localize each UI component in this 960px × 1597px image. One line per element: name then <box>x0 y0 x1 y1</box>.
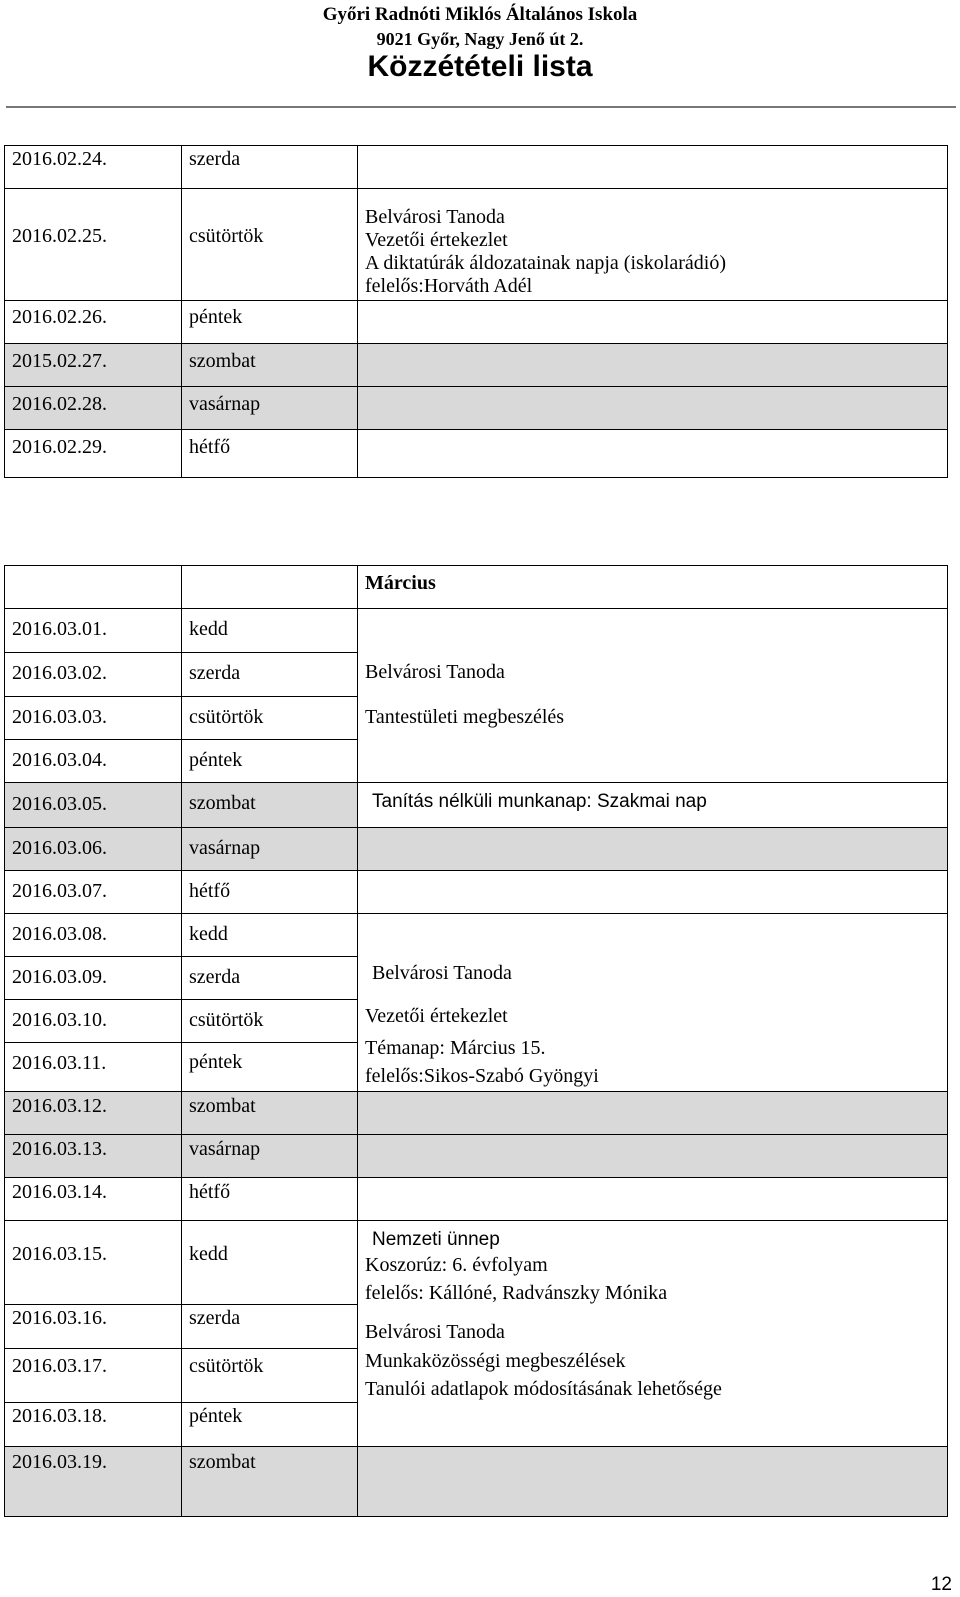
row-date: 2016.03.05. <box>12 793 107 815</box>
event-line: Belvárosi Tanoda <box>365 661 505 683</box>
row-date: 2016.03.07. <box>12 880 107 902</box>
event-line: Tanulói adatlapok módosításának lehetősége <box>365 1378 722 1400</box>
school-address: 9021 Győr, Nagy Jenő út 2. <box>376 29 584 49</box>
row-date: 2016.02.26. <box>12 306 107 328</box>
table-row <box>5 870 947 913</box>
row-day: hétfő <box>189 880 231 902</box>
table-row <box>5 146 947 188</box>
row-day: csütörtök <box>189 1009 264 1031</box>
row-day: szerda <box>189 148 241 170</box>
table-row <box>5 827 947 870</box>
row-day: péntek <box>189 1051 243 1073</box>
row-day: kedd <box>189 618 228 640</box>
event-line: felelős: Kállóné, Radvánszky Mónika <box>365 1282 668 1304</box>
row-day: vasárnap <box>189 393 261 415</box>
table-row <box>5 300 947 343</box>
event-cell <box>358 913 947 1091</box>
row-date: 2016.03.09. <box>12 966 107 988</box>
column-divider <box>357 566 358 1516</box>
row-day: szerda <box>189 966 241 988</box>
row-day: szombat <box>189 1451 256 1473</box>
row-date: 2016.03.06. <box>12 837 107 859</box>
row-date: 2016.03.15. <box>12 1243 107 1265</box>
event-line: felelős:Sikos-Szabó Gyöngyi <box>365 1065 599 1087</box>
table-row <box>5 386 947 429</box>
table-row <box>5 429 947 477</box>
row-date: 2016.03.03. <box>12 706 107 728</box>
row-day: péntek <box>189 306 243 328</box>
event-line: Belvárosi Tanoda <box>365 1321 505 1343</box>
month-header-row <box>5 566 947 608</box>
row-day: péntek <box>189 749 243 771</box>
row-date: 2016.02.28. <box>12 393 107 415</box>
row-day: csütörtök <box>189 1355 264 1377</box>
row-day: vasárnap <box>189 1138 261 1160</box>
event-cell <box>358 782 947 827</box>
column-divider <box>181 146 182 477</box>
row-date: 2016.03.13. <box>12 1138 107 1160</box>
row-date: 2016.03.12. <box>12 1095 107 1117</box>
row-date: 2016.03.08. <box>12 923 107 945</box>
row-day: csütörtök <box>189 706 264 728</box>
month-title: Március <box>365 572 436 594</box>
row-date: 2016.03.10. <box>12 1009 107 1031</box>
row-day: szerda <box>189 1307 241 1329</box>
row-date: 2016.03.18. <box>12 1405 107 1427</box>
row-day: kedd <box>189 1243 228 1265</box>
page-title: Közzétételi lista <box>367 50 593 83</box>
event-line: Koszorúz: 6. évfolyam <box>365 1254 548 1276</box>
table-row <box>5 343 947 386</box>
table-row <box>5 1091 947 1134</box>
table-row <box>5 1134 947 1177</box>
table-row <box>5 1446 947 1516</box>
row-day: szombat <box>189 1095 256 1117</box>
row-date: 2016.03.01. <box>12 618 107 640</box>
row-date: 2016.03.11. <box>12 1052 107 1074</box>
row-date: 2016.03.17. <box>12 1355 107 1377</box>
event-line: Témanap: Március 15. <box>365 1037 546 1059</box>
table-row <box>5 1177 947 1220</box>
row-day: szombat <box>189 792 256 814</box>
event-line: Vezetői értekezlet <box>365 229 508 251</box>
row-day: vasárnap <box>189 837 261 859</box>
row-day: csütörtök <box>189 225 264 247</box>
row-day: kedd <box>189 923 228 945</box>
calendar-table-february <box>4 145 948 478</box>
row-day: szombat <box>189 350 256 372</box>
event-cell <box>358 608 947 782</box>
page-number: 12 <box>930 1574 952 1595</box>
event-line: Tanítás nélküli munkanap: Szakmai nap <box>372 791 707 812</box>
row-date: 2016.02.24. <box>12 148 107 170</box>
event-line: Vezetői értekezlet <box>365 1005 508 1027</box>
row-date: 2016.03.16. <box>12 1307 107 1329</box>
event-line: Nemzeti ünnep <box>372 1229 500 1250</box>
row-day: hétfő <box>189 436 231 458</box>
column-divider <box>357 146 358 477</box>
calendar-table-march <box>4 565 948 1517</box>
row-date: 2016.03.02. <box>12 662 107 684</box>
header-divider <box>6 106 956 108</box>
row-date: 2015.02.27. <box>12 350 107 372</box>
event-line: Munkaközösségi megbeszélések <box>365 1350 626 1372</box>
event-cell <box>358 1304 947 1446</box>
school-name: Győri Radnóti Miklós Általános Iskola <box>322 4 638 25</box>
row-date: 2016.02.25. <box>12 225 107 247</box>
column-divider <box>181 566 182 1516</box>
event-cell <box>358 188 947 300</box>
row-day: péntek <box>189 1405 243 1427</box>
event-cell <box>358 1220 947 1304</box>
row-date: 2016.03.04. <box>12 749 107 771</box>
event-line: A diktatúrák áldozatainak napja (iskolarádió) <box>365 252 726 274</box>
row-date: 2016.03.14. <box>12 1181 107 1203</box>
row-date: 2016.02.29. <box>12 436 107 458</box>
event-line: felelős:Horváth Adél <box>365 275 533 297</box>
event-line: Belvárosi Tanoda <box>365 206 505 228</box>
row-day: szerda <box>189 662 241 684</box>
row-day: hétfő <box>189 1181 231 1203</box>
event-line: Belvárosi Tanoda <box>372 962 512 984</box>
row-date: 2016.03.19. <box>12 1451 107 1473</box>
event-line: Tantestületi megbeszélés <box>365 706 565 728</box>
